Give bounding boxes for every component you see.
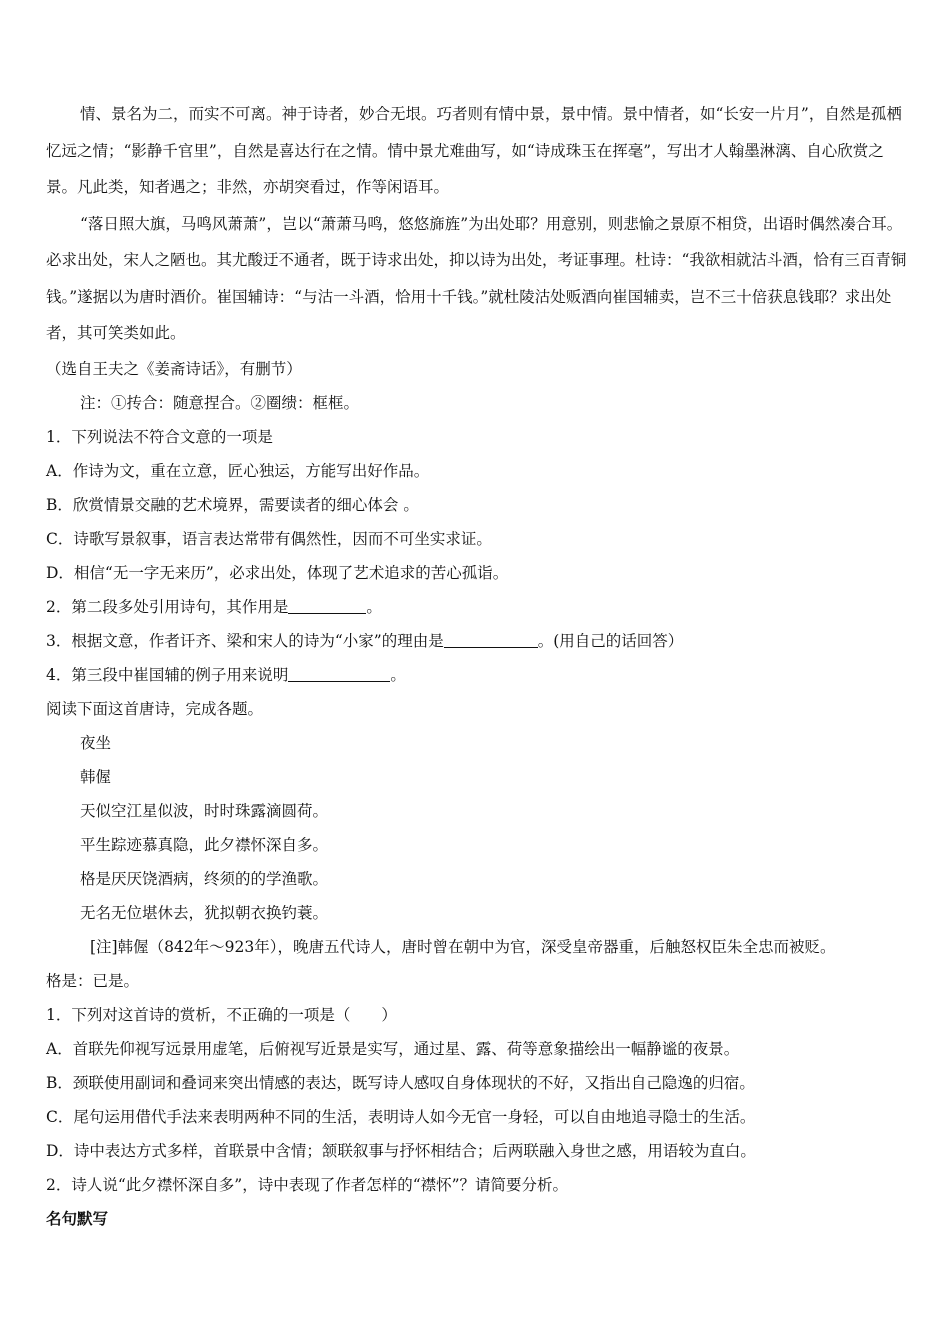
poem-intro: 阅读下面这首唐诗，完成各题。 — [46, 699, 264, 718]
question-3-text: 3．根据文意，作者讦齐、梁和宋人的诗为“小家”的理由是 — [46, 631, 444, 650]
section-heading: 名句默写 — [46, 1208, 109, 1228]
poem-question-1: 1．下列对这首诗的赏析，不正确的一项是（ ） — [46, 1005, 397, 1024]
answer-blank[interactable] — [444, 631, 538, 648]
passage-note: 注：①抟合：随意捏合。②圈缋：框框。 — [80, 393, 360, 412]
passage-paragraph-2: “落日照大旗，马鸣风萧萧”，岂以“萧萧马鸣，悠悠旆旌”为出处耶？用意别，则悲愉之景原不相贷，出语时偶然凑合耳。必求出处，宋人之陋也。其尤酸迂不通者，既于诗求出处，抑以诗为出处，考证事理。杜诗：“我欲相就沽斗酒，恰有三百青铜钱。”遂据以为唐时酒价。崔国辅诗：“与沽一斗酒，恰用十千钱。”就杜陵沽处贩酒向崔国辅卖，岂不三十倍获息钱耶？求出处者，其可笑类如此。 — [46, 214, 907, 342]
poem-note-2: 格是：已是。 — [46, 971, 140, 990]
question-4-end: 。 — [390, 665, 406, 684]
option-a: A．作诗为文，重在立意，匠心独运，方能写出好作品。 — [46, 461, 430, 480]
question-1: 1．下列说法不符合文意的一项是 — [46, 427, 273, 446]
poem-line: 天似空江星似波，时时珠露滴圆荷。 — [80, 801, 329, 820]
question-2-text: 2．第二段多处引用诗句，其作用是 — [46, 597, 289, 616]
question-4 — [46, 658, 908, 692]
poem-line: 平生踪迹慕真隐，此夕襟怀深自多。 — [80, 835, 329, 854]
poem-note: [注]韩偓（842年～923年），晚唐五代诗人，唐时曾在朝中为官，深受皇帝器重，后触怒权臣朱全忠而被贬。 — [90, 937, 836, 956]
answer-blank[interactable] — [288, 665, 390, 682]
passage-paragraph-1: 情、景名为二，而实不可离。神于诗者，妙合无垠。巧者则有情中景，景中情。景中情者，如“长安一片月”，自然是孤栖忆远之情；“影静千官里”，自然是喜达行在之情。情中景尤难曲写，如“诗成珠玉在挥毫”，写出才人翰墨淋漓、自心欣赏之景。凡此类，知者遇之；非然，亦胡突看过，作等闲语耳。 — [46, 105, 902, 196]
option-c: C．诗歌写景叙事，语言表达常带有偶然性，因而不可坐实求证。 — [46, 529, 492, 548]
poem-author: 韩偓 — [80, 767, 112, 786]
poem-title: 夜坐 — [80, 733, 112, 752]
passage-source: （选自王夫之《姜斋诗话》，有删节） — [46, 359, 302, 378]
poem-line: 格是厌厌饶酒病，终须的的学渔歌。 — [80, 869, 329, 888]
poem-option-a: A．首联先仰视写远景用虚笔，后俯视写近景是实写，通过星、露、荷等意象描绘出一幅静谧的夜景。 — [46, 1039, 740, 1058]
poem-question-2: 2．诗人说“此夕襟怀深自多”，诗中表现了作者怎样的“襟怀”？请简要分析。 — [46, 1175, 569, 1194]
option-b: B．欣赏情景交融的艺术境界，需要读者的细心体会 。 — [46, 495, 419, 514]
poem-option-c: C．尾句运用借代手法来表明两种不同的生活，表明诗人如今无官一身轻，可以自由地追寻隐士的生活。 — [46, 1107, 756, 1126]
poem-option-b: B．颈联使用副词和叠词来突出情感的表达，既写诗人感叹自身体现状的不好，又指出自己隐逸的归宿。 — [46, 1073, 755, 1092]
question-2-end: 。 — [366, 597, 382, 616]
poem-option-d: D．诗中表达方式多样，首联景中含情；颔联叙事与抒怀相结合；后两联融入身世之感，用语较为直白。 — [46, 1141, 756, 1160]
answer-blank[interactable] — [288, 597, 366, 614]
question-2 — [46, 590, 908, 624]
poem-line: 无名无位堪休去，犹拟朝衣换钓蓑。 — [80, 903, 329, 922]
question-4-text: 4．第三段中崔国辅的例子用来说明 — [46, 665, 289, 684]
question-3-end: 。(用自己的话回答） — [537, 631, 684, 650]
question-3 — [46, 624, 908, 658]
document-page — [46, 96, 908, 1236]
option-d: D．相信“无一字无来历”，必求出处，体现了艺术追求的苦心孤诣。 — [46, 563, 509, 582]
